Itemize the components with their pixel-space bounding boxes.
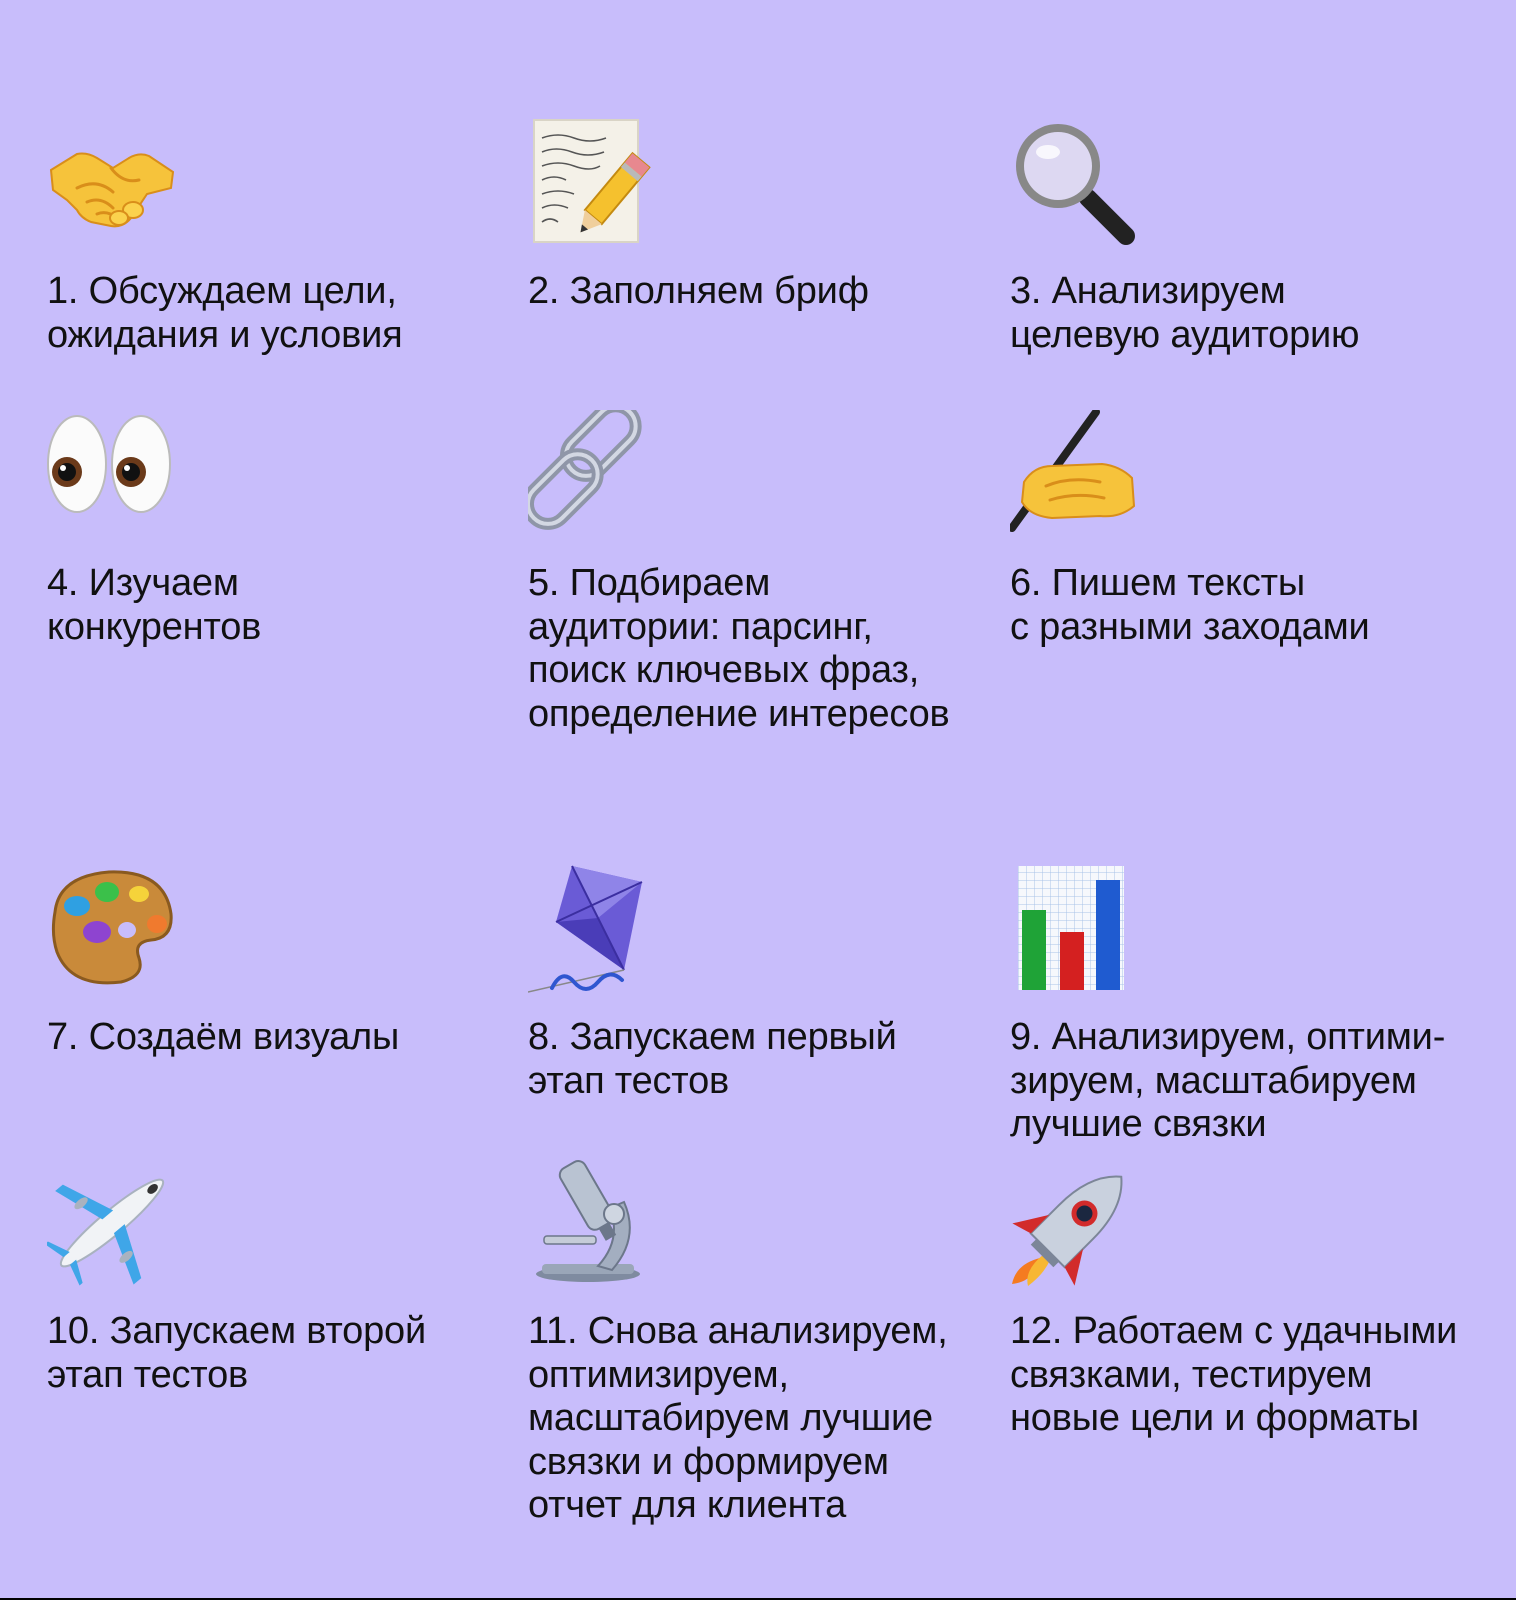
step-label: 2. Заполняем бриф bbox=[528, 270, 869, 312]
step-label: 6. Пишем тексты с разными заходами bbox=[1010, 562, 1370, 648]
memo-icon bbox=[528, 118, 658, 248]
step-label: 5. Подбираем аудитории: парсинг, поиск ключевых фраз, определение интересов bbox=[528, 562, 950, 735]
step-label: 1. Обсуждаем цели, ожидания и условия bbox=[47, 270, 403, 356]
kite-icon bbox=[528, 864, 658, 994]
artist-palette-icon bbox=[47, 864, 177, 994]
link-icon bbox=[528, 410, 658, 540]
microscope-icon bbox=[528, 1158, 658, 1288]
step-label: 11. Снова анализируем, оптимизируем, масштабируем лучшие связки и формируем отчет для клиента bbox=[528, 1310, 948, 1526]
airplane-icon bbox=[47, 1158, 177, 1288]
rocket-icon bbox=[1010, 1158, 1140, 1288]
step-label: 4. Изучаем конкурентов bbox=[47, 562, 262, 648]
step-label: 10. Запускаем второй этап тестов bbox=[47, 1310, 426, 1396]
magnifying-glass-icon bbox=[1010, 118, 1140, 248]
eyes-icon bbox=[47, 410, 177, 540]
step-label: 7. Создаём визуалы bbox=[47, 1016, 400, 1058]
bar-chart-icon bbox=[1010, 864, 1140, 994]
step-label: 9. Анализируем, оптими- зируем, масштабируем лучшие связки bbox=[1010, 1016, 1446, 1145]
step-label: 3. Анализируем целевую аудиторию bbox=[1010, 270, 1360, 356]
step-label: 12. Работаем с удачными связками, тестируем новые цели и форматы bbox=[1010, 1310, 1458, 1439]
step-label: 8. Запускаем первый этап тестов bbox=[528, 1016, 897, 1102]
writing-hand-icon bbox=[1010, 410, 1140, 540]
handshake-icon bbox=[47, 118, 177, 248]
